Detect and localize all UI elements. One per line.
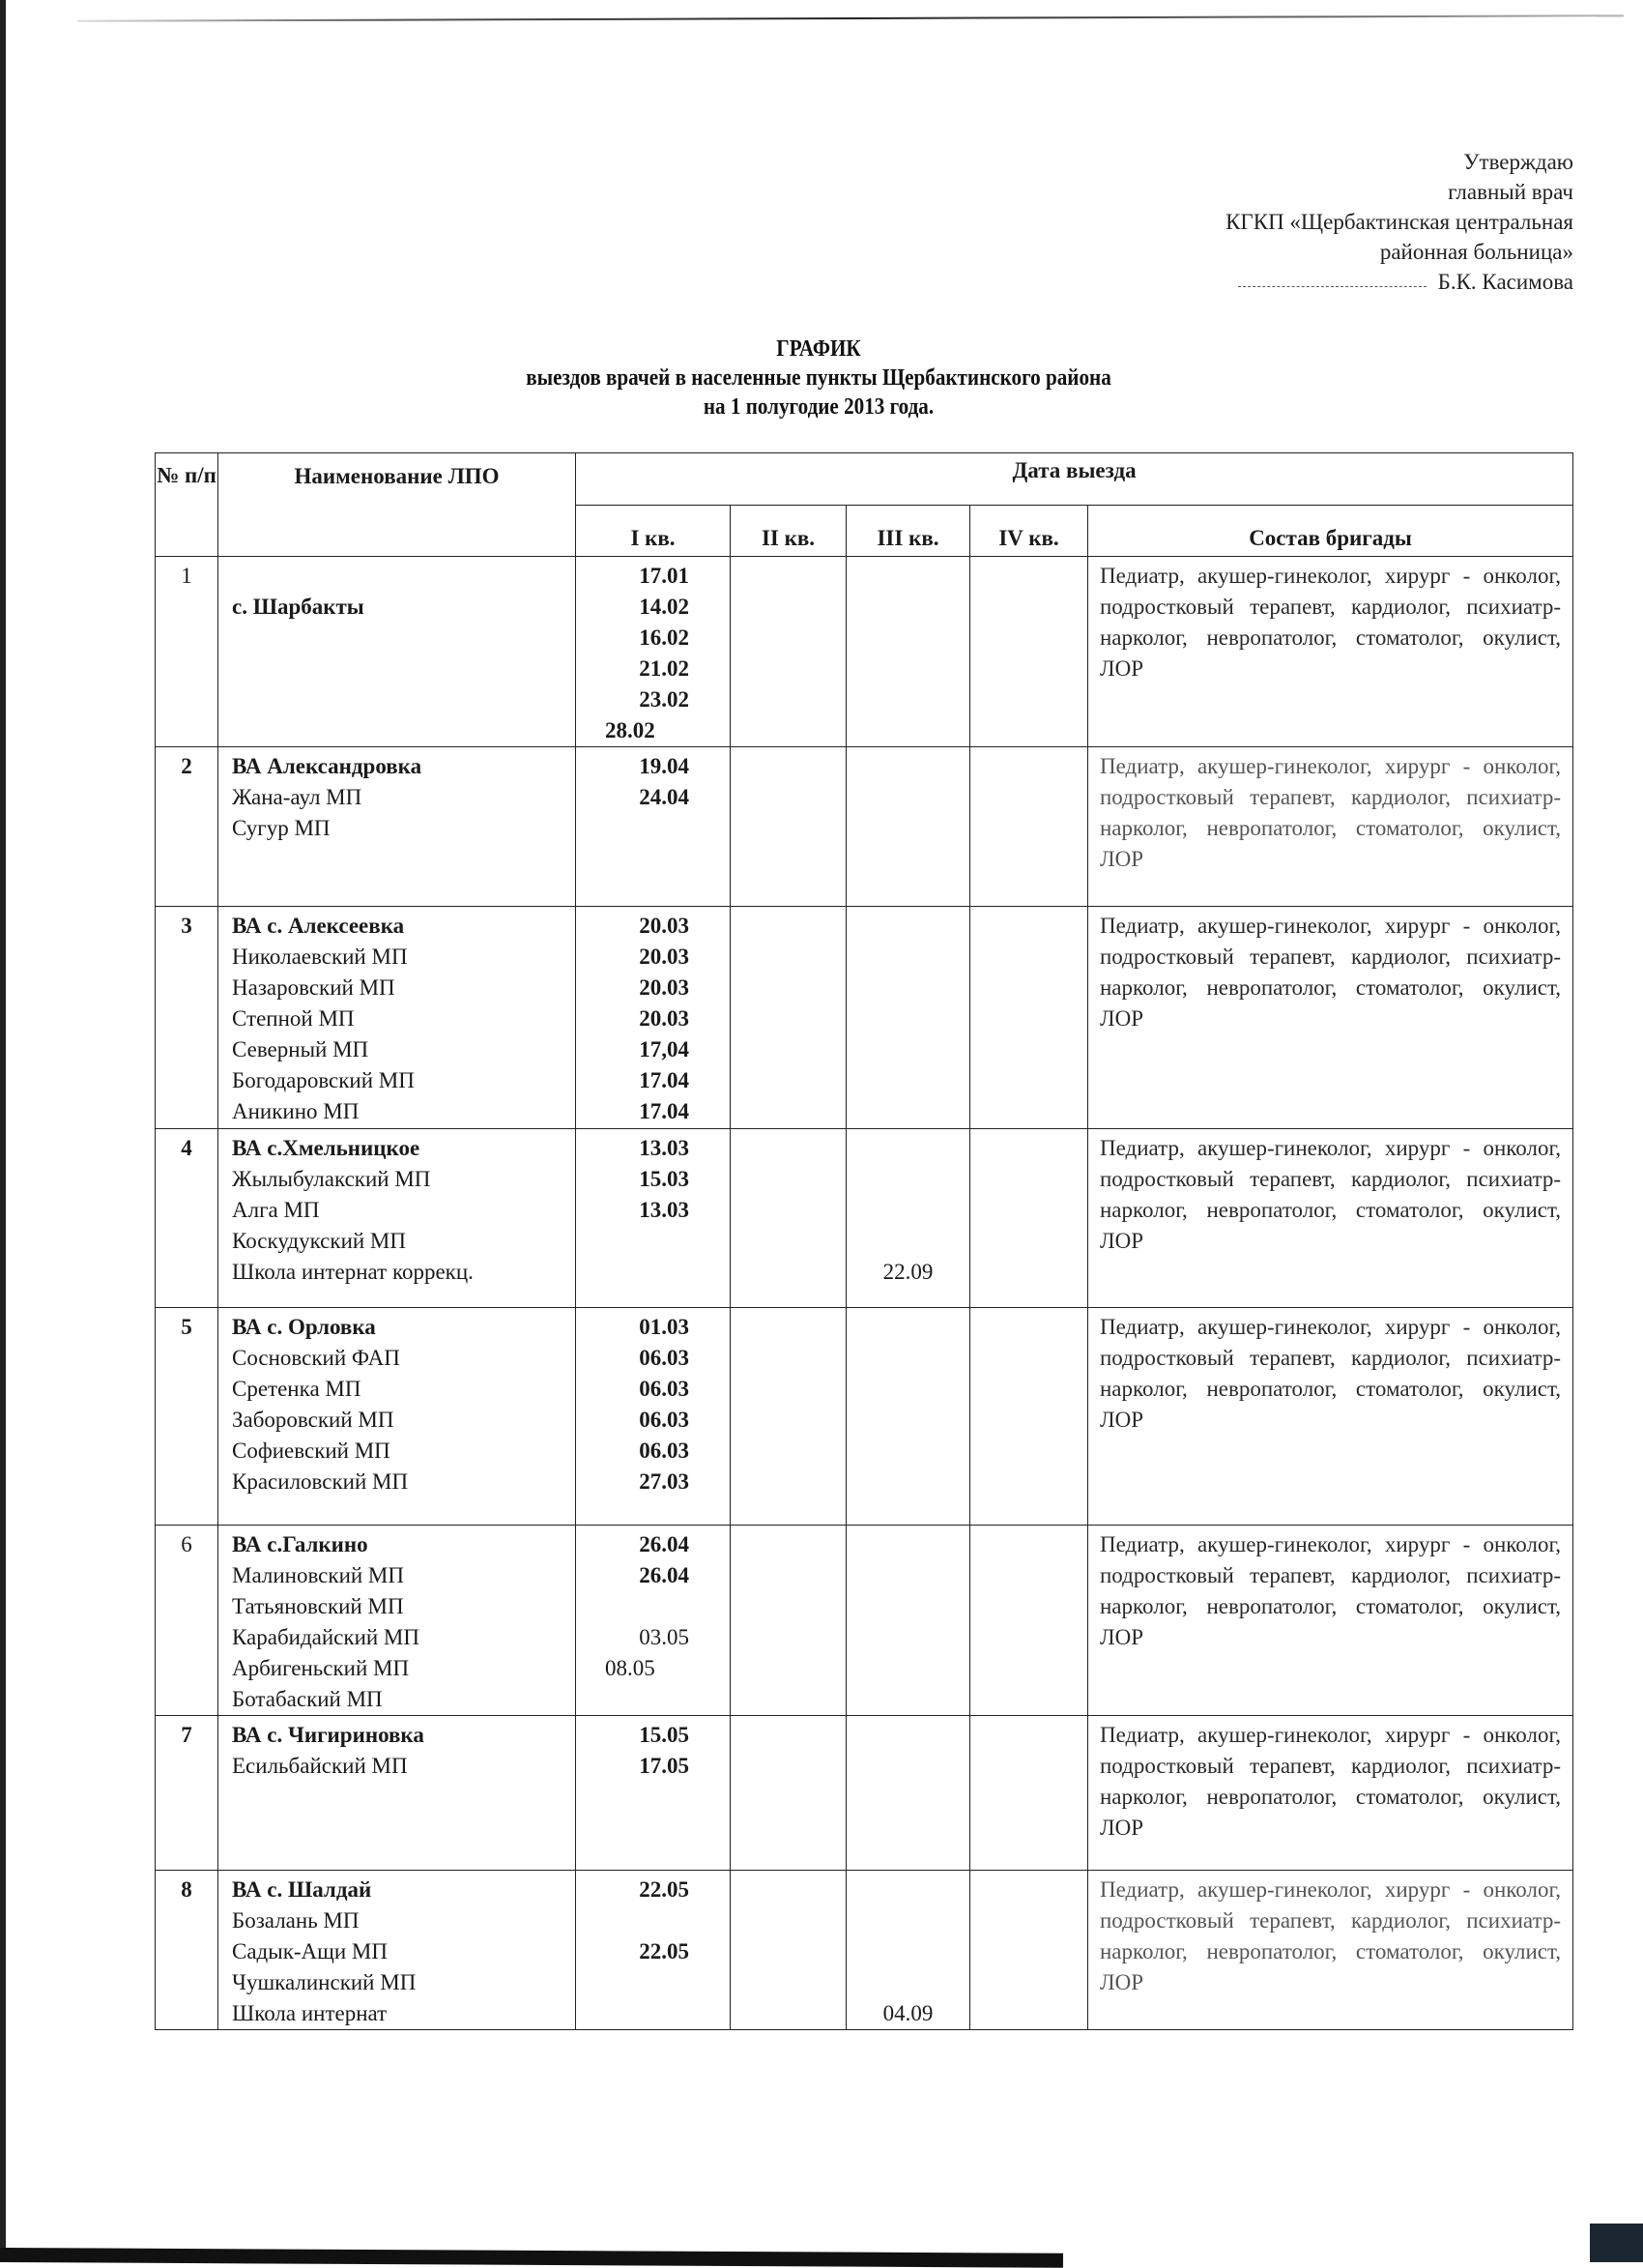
- visit-date-q1: 17.04: [639, 1099, 689, 1123]
- visit-date-q3: [847, 654, 969, 684]
- title-subtitle: выездов врачей в населенные пункты Щербактинского района: [526, 365, 1111, 391]
- facility-name: Назаровский МП: [232, 975, 395, 1000]
- q4-dates-cell: [970, 1716, 1088, 1871]
- visit-date-q3: [847, 1936, 969, 1967]
- visit-date-q1: [576, 1684, 730, 1715]
- visit-date-q1: 06.03: [639, 1439, 689, 1463]
- visit-date-q1: 01.03: [639, 1315, 689, 1339]
- facility-name: Бозалань МП: [232, 1908, 360, 1933]
- q3-dates-cell: [847, 907, 970, 1129]
- header-name: Наименование ЛПО: [218, 453, 576, 557]
- visit-date-q3: [847, 751, 969, 782]
- header-q2: II кв.: [731, 505, 847, 557]
- visit-date-q1: 03.05: [639, 1625, 689, 1649]
- visit-date-q1: 26.04: [639, 1532, 689, 1556]
- visit-date-q1: [576, 1905, 730, 1936]
- visit-date-q3: [847, 715, 969, 746]
- visit-date-q3: [847, 1720, 969, 1751]
- visit-date-q1: 15.03: [639, 1167, 689, 1191]
- table-row: [156, 1871, 1573, 2030]
- row-number: 6: [156, 1526, 218, 1716]
- approval-line: главный врач: [1448, 180, 1573, 204]
- visit-date-q3: [847, 1529, 969, 1560]
- facility-name: Жылыбулакский МП: [232, 1167, 431, 1191]
- visit-date-q3: [847, 942, 969, 973]
- visit-date-q1: 17.05: [639, 1754, 689, 1778]
- scan-edge: [1590, 2224, 1643, 2262]
- scan-edge: [77, 15, 1624, 22]
- facility-name: Чушкалинский МП: [232, 1970, 417, 1994]
- row-number: 3: [156, 907, 218, 1129]
- visit-date-q3: [847, 1003, 969, 1034]
- visit-date-q3: 04.09: [882, 2001, 934, 2025]
- visit-date-q1: 26.04: [639, 1563, 689, 1587]
- visit-date-q1: 19.04: [639, 754, 689, 778]
- visit-date-q1: [576, 1998, 730, 2029]
- visit-date-q3: [847, 684, 969, 715]
- signatory-name: Б.К. Касимова: [1437, 270, 1573, 294]
- visit-date-q3: [847, 782, 969, 813]
- visit-date-q3: [847, 1065, 969, 1096]
- team-composition: Педиатр, акушер-гинеколог, хирург - онколог, подростковый терапевт, кардиолог, психиатр-нарколог, невропатолог, стоматолог, окулист, ЛОР: [1088, 747, 1573, 907]
- visit-date-q1: [576, 1226, 730, 1257]
- q4-dates-cell: [970, 1129, 1088, 1308]
- visit-date-q1: 20.03: [639, 914, 689, 938]
- header-q3: III кв.: [847, 505, 970, 557]
- visit-date-q1: 24.04: [639, 785, 689, 809]
- q3-dates-cell: [847, 557, 970, 747]
- facility-names-cell: [218, 1716, 576, 1871]
- facility-name: Есильбайский МП: [232, 1754, 408, 1778]
- visit-date-q1: 06.03: [639, 1377, 689, 1401]
- facility-name: Степной МП: [232, 1006, 355, 1031]
- team-composition: Педиатр, акушер-гинеколог, хирург - онколог, подростковый терапевт, кардиолог, психиатр-нарколог, невропатолог, стоматолог, окулист, ЛОР: [1088, 1129, 1573, 1308]
- team-composition: Педиатр, акушер-гинеколог, хирург - онколог, подростковый терапевт, кардиолог, психиатр-нарколог, невропатолог, стоматолог, окулист, ЛОР: [1088, 1308, 1573, 1526]
- visit-date-q3: [847, 1622, 969, 1653]
- team-composition: Педиатр, акушер-гинеколог, хирург - онколог, подростковый терапевт, кардиолог, психиатр-нарколог, невропатолог, стоматолог, окулист, ЛОР: [1088, 1871, 1573, 2030]
- table-row: [156, 747, 1573, 907]
- team-composition: Педиатр, акушер-гинеколог, хирург - онколог, подростковый терапевт, кардиолог, психиатр-нарколог, невропатолог, стоматолог, окулист, ЛОР: [1088, 907, 1573, 1129]
- header-team: Состав бригады: [1088, 505, 1573, 557]
- visit-date-q1: [576, 1967, 730, 1998]
- header-q4: IV кв.: [970, 505, 1088, 557]
- visit-date-q1: 22.05: [639, 1939, 689, 1963]
- facility-name: Аникино МП: [232, 1099, 360, 1123]
- visit-date-q1: 06.03: [639, 1346, 689, 1370]
- visit-date-q1: 15.05: [639, 1723, 689, 1747]
- table-row: [156, 557, 1573, 747]
- visit-date-q1: 17.01: [639, 564, 689, 588]
- facility-name: Школа интернат: [232, 2001, 388, 2025]
- facility-name: Николаевский МП: [232, 945, 408, 969]
- q4-dates-cell: [970, 1308, 1088, 1526]
- schedule-body: [156, 557, 1573, 2030]
- q1-dates-cell: [576, 1129, 731, 1308]
- visit-date-q3: [847, 1343, 969, 1374]
- q4-dates-cell: [970, 907, 1088, 1129]
- facility-name: Коскудукский МП: [232, 1229, 406, 1253]
- table-row: [156, 1129, 1573, 1308]
- scan-edge: [0, 2248, 1063, 2268]
- q1-dates-cell: [576, 1308, 731, 1526]
- facility-name: с. Шарбакты: [232, 595, 364, 619]
- q1-dates-cell: [576, 1716, 731, 1871]
- visit-date-q3: [847, 561, 969, 592]
- facility-name: [232, 561, 575, 592]
- visit-date-q1: 14.02: [639, 595, 689, 619]
- visit-date-q1: 17,04: [639, 1037, 689, 1061]
- visit-date-q1: 16.02: [639, 625, 689, 650]
- row-number: 2: [156, 747, 218, 907]
- facility-name: ВА с.Галкино: [232, 1532, 368, 1556]
- row-number: 7: [156, 1716, 218, 1871]
- visit-date-q1: 27.03: [639, 1469, 689, 1494]
- facility-name: Школа интернат коррекц.: [232, 1260, 474, 1284]
- q3-dates-cell: [847, 747, 970, 907]
- visit-date-q1: 22.05: [639, 1877, 689, 1902]
- facility-names-cell: [218, 907, 576, 1129]
- visit-date-q1: 20.03: [639, 1006, 689, 1031]
- visit-date-q3: [847, 1967, 969, 1998]
- header-date-group: Дата выезда: [576, 453, 1573, 506]
- visit-date-q3: [847, 1096, 969, 1127]
- visit-date-q3: [847, 1467, 969, 1497]
- approval-line: КГКП «Щербактинская центральная: [1225, 210, 1573, 234]
- facility-name: Сретенка МП: [232, 1377, 361, 1401]
- facility-name: Красиловский МП: [232, 1469, 409, 1494]
- row-number: 8: [156, 1871, 218, 2030]
- facility-name: Арбигеньский МП: [232, 1656, 410, 1680]
- table-row: [156, 1716, 1573, 1871]
- visit-date-q3: [847, 1436, 969, 1467]
- facility-name: Алга МП: [232, 1198, 320, 1222]
- visit-date-q3: [847, 1133, 969, 1164]
- q4-dates-cell: [970, 1526, 1088, 1716]
- visit-date-q1: [576, 813, 730, 844]
- q4-dates-cell: [970, 747, 1088, 907]
- q1-dates-cell: [576, 907, 731, 1129]
- facility-names-cell: [218, 1129, 576, 1308]
- visit-date-q1: 06.03: [639, 1408, 689, 1432]
- q2-dates-cell: [731, 1308, 847, 1526]
- facility-name: ВА Александровка: [232, 754, 422, 778]
- facility-name: Северный МП: [232, 1037, 369, 1061]
- header-num: № п/п: [156, 453, 218, 557]
- facility-name: Софиевский МП: [232, 1439, 390, 1463]
- q4-dates-cell: [970, 557, 1088, 747]
- table-row: [156, 1308, 1573, 1526]
- facility-name: Жана-аул МП: [232, 785, 362, 809]
- visit-date-q3: [847, 1405, 969, 1436]
- q2-dates-cell: [731, 907, 847, 1129]
- table-row: [156, 907, 1573, 1129]
- facility-name: ВА с. Орловка: [232, 1315, 376, 1339]
- visit-date-q3: [847, 813, 969, 844]
- q1-dates-cell: [576, 1526, 731, 1716]
- q3-dates-cell: [847, 1526, 970, 1716]
- team-composition: Педиатр, акушер-гинеколог, хирург - онколог, подростковый терапевт, кардиолог, психиатр-нарколог, невропатолог, стоматолог, окулист, ЛОР: [1088, 557, 1573, 747]
- q1-dates-cell: [576, 1871, 731, 2030]
- q3-dates-cell: [847, 1308, 970, 1526]
- approval-line: Утверждаю: [1463, 150, 1573, 174]
- q1-dates-cell: [576, 747, 731, 907]
- q3-dates-cell: [847, 1871, 970, 2030]
- title-period: на 1 полугодие 2013 года.: [703, 394, 935, 420]
- document-title: [0, 334, 1637, 422]
- facility-name: Карабидайский МП: [232, 1625, 419, 1649]
- facility-name: Садык-Ащи МП: [232, 1939, 388, 1963]
- facility-name: ВА с. Чигириновка: [232, 1723, 424, 1747]
- facility-name: [232, 715, 575, 746]
- visit-date-q1: 21.02: [639, 656, 689, 681]
- facility-name: Малиновский МП: [232, 1563, 404, 1587]
- facility-name: [232, 654, 575, 684]
- facility-name: ВА с. Шалдай: [232, 1877, 372, 1902]
- visit-date-q3: [847, 1560, 969, 1591]
- schedule-table: [155, 452, 1573, 2030]
- facility-name: ВА с.Хмельницкое: [232, 1136, 420, 1160]
- visit-date-q1: 13.03: [639, 1198, 689, 1222]
- visit-date-q3: [847, 1653, 969, 1684]
- visit-date-q3: [847, 1226, 969, 1257]
- visit-date-q3: [847, 973, 969, 1003]
- title-main: ГРАФИК: [776, 336, 861, 362]
- row-number: 4: [156, 1129, 218, 1308]
- visit-date-q3: [847, 1684, 969, 1715]
- visit-date-q1: [576, 1257, 730, 1288]
- facility-names-cell: [218, 1308, 576, 1526]
- visit-date-q1: 20.03: [639, 975, 689, 1000]
- row-number: 5: [156, 1308, 218, 1526]
- approval-line: районная больница»: [1379, 240, 1573, 264]
- approval-stamp: [1225, 147, 1573, 297]
- visit-date-q3: [847, 1374, 969, 1405]
- facility-names-cell: [218, 1526, 576, 1716]
- facility-name: ВА с. Алексеевка: [232, 914, 405, 938]
- visit-date-q3: [847, 1905, 969, 1936]
- visit-date-q1: 08.05: [605, 1656, 655, 1680]
- visit-date-q3: 22.09: [882, 1260, 934, 1284]
- facility-name: [232, 623, 575, 654]
- visit-date-q1: 13.03: [639, 1136, 689, 1160]
- visit-date-q3: [847, 1751, 969, 1782]
- visit-date-q3: [847, 1034, 969, 1065]
- visit-date-q1: 17.04: [639, 1068, 689, 1092]
- q3-dates-cell: [847, 1129, 970, 1308]
- facility-name: Сосновский ФАП: [232, 1346, 400, 1370]
- q3-dates-cell: [847, 1716, 970, 1871]
- row-number: 1: [156, 557, 218, 747]
- q2-dates-cell: [731, 1526, 847, 1716]
- visit-date-q3: [847, 1312, 969, 1343]
- q2-dates-cell: [731, 557, 847, 747]
- facility-names-cell: [218, 1871, 576, 2030]
- facility-names-cell: [218, 747, 576, 907]
- visit-date-q1: 28.02: [605, 718, 655, 742]
- visit-date-q3: [847, 1591, 969, 1622]
- q1-dates-cell: [576, 557, 731, 747]
- q4-dates-cell: [970, 1871, 1088, 2030]
- header-q1: I кв.: [576, 505, 731, 557]
- signature-row: [1225, 267, 1573, 297]
- facility-names-cell: [218, 557, 576, 747]
- q2-dates-cell: [731, 747, 847, 907]
- team-composition: Педиатр, акушер-гинеколог, хирург - онколог, подростковый терапевт, кардиолог, психиатр-нарколог, невропатолог, стоматолог, окулист, ЛОР: [1088, 1716, 1573, 1871]
- visit-date-q3: [847, 1195, 969, 1226]
- facility-name: Ботабаский МП: [232, 1687, 383, 1711]
- signature-line: [1238, 285, 1427, 287]
- facility-name: Сугур МП: [232, 816, 331, 840]
- q2-dates-cell: [731, 1871, 847, 2030]
- visit-date-q1: 20.03: [639, 945, 689, 969]
- visit-date-q3: [847, 592, 969, 623]
- visit-date-q1: [576, 1591, 730, 1622]
- visit-date-q3: [847, 623, 969, 654]
- visit-date-q1: 23.02: [639, 687, 689, 712]
- facility-name: Богодаровский МП: [232, 1068, 415, 1092]
- facility-name: [232, 684, 575, 715]
- facility-name: Заборовский МП: [232, 1408, 394, 1432]
- visit-date-q3: [847, 1164, 969, 1195]
- visit-date-q3: [847, 1875, 969, 1905]
- visit-date-q3: [847, 911, 969, 942]
- facility-name: Татьяновский МП: [232, 1594, 404, 1618]
- team-composition: Педиатр, акушер-гинеколог, хирург - онколог, подростковый терапевт, кардиолог, психиатр-нарколог, невропатолог, стоматолог, окулист, ЛОР: [1088, 1526, 1573, 1716]
- table-row: [156, 1526, 1573, 1716]
- q2-dates-cell: [731, 1716, 847, 1871]
- q2-dates-cell: [731, 1129, 847, 1308]
